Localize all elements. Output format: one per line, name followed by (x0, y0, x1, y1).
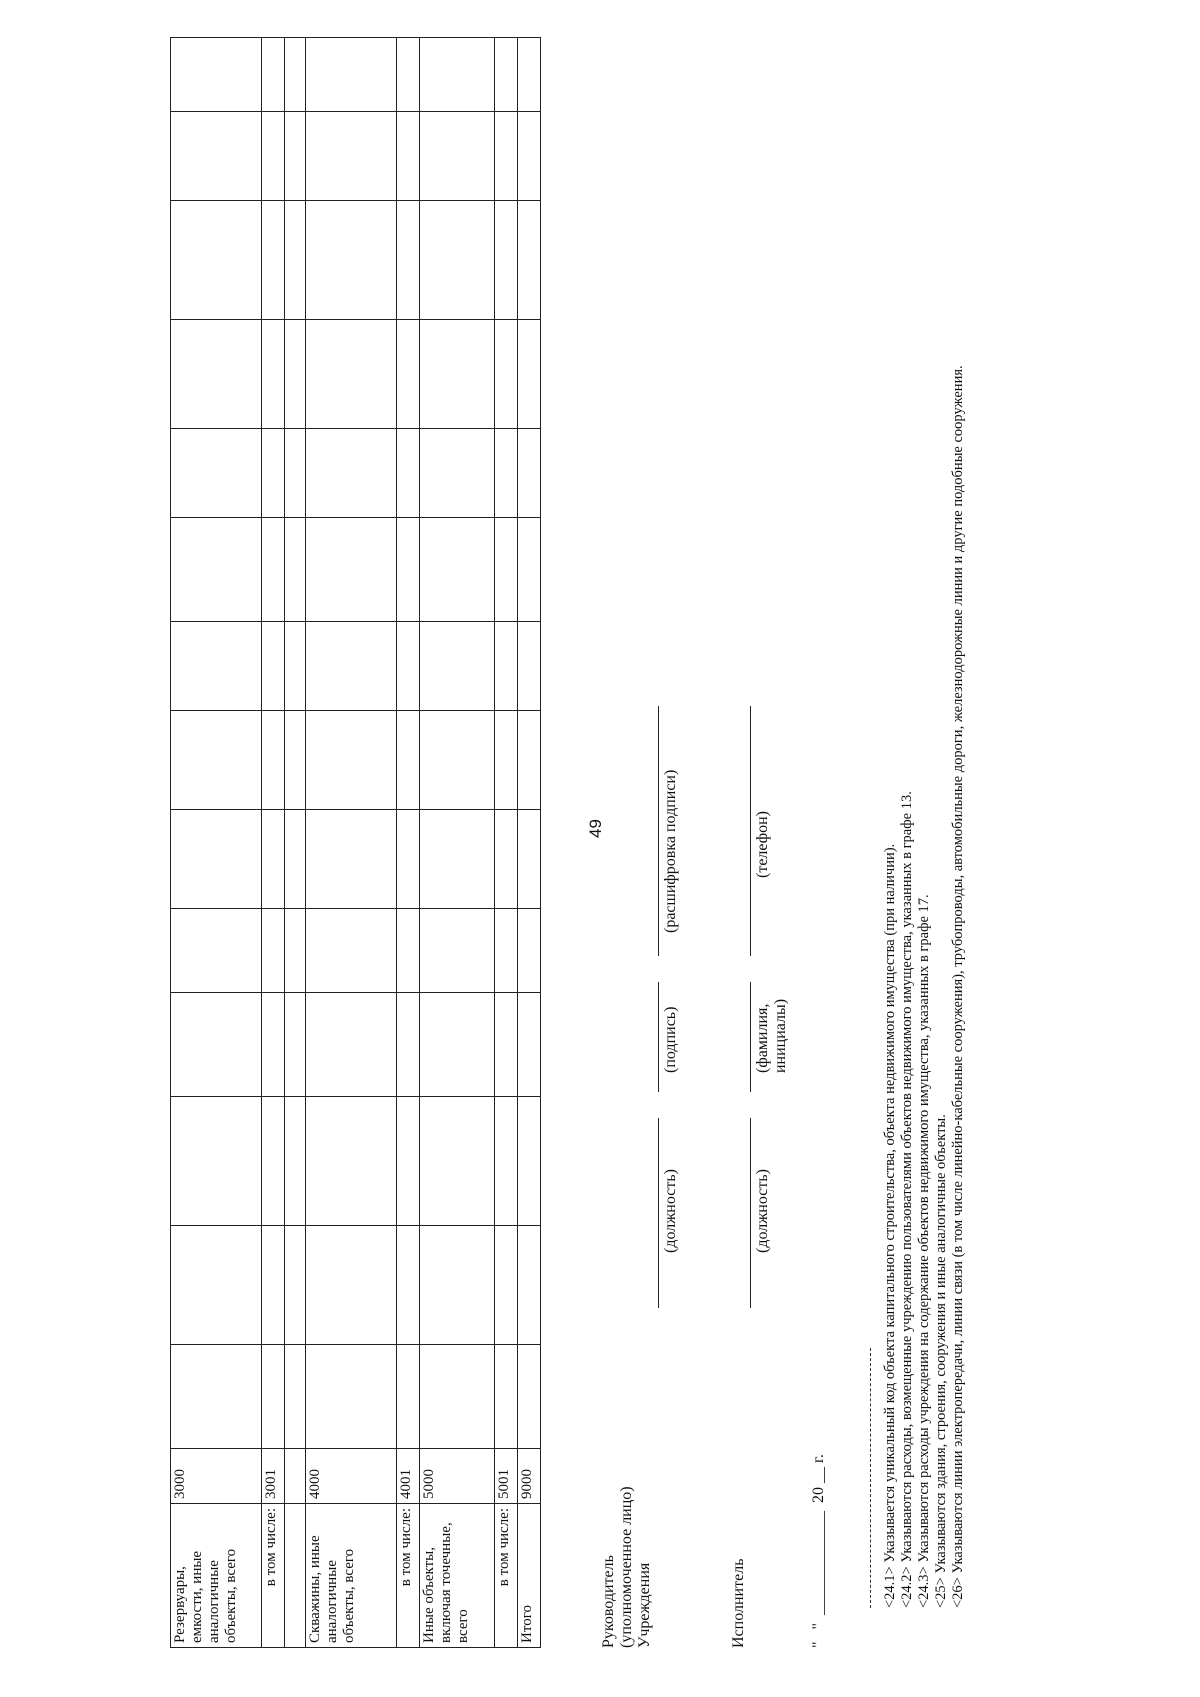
table-cell (518, 909, 541, 993)
table-cell (495, 622, 518, 711)
row-label: Итого (518, 1504, 541, 1648)
table-cell (397, 622, 420, 711)
head-decoding-line (658, 706, 659, 956)
table-row (171, 38, 262, 1648)
table-cell (262, 810, 285, 909)
table-cell (495, 993, 518, 1097)
row-label (285, 1504, 306, 1648)
table-cell (262, 909, 285, 993)
executor-name-line (750, 982, 751, 1092)
table-cell (306, 622, 397, 711)
table-cell (262, 711, 285, 810)
table-cell (285, 112, 306, 201)
table-cell (306, 1226, 397, 1345)
table-cell (285, 320, 306, 429)
table-cell (518, 993, 541, 1097)
table-row (420, 38, 495, 1648)
row-label: Резервуары, емкости, иные аналогичные объекты, всего (171, 1504, 262, 1648)
row-code: 4001 (397, 1449, 420, 1504)
head-position-caption: (должность) (662, 1169, 679, 1253)
table-cell (397, 518, 420, 622)
table-cell (397, 1345, 420, 1449)
table-cell (171, 1345, 262, 1449)
table-cell (171, 1226, 262, 1345)
table-cell (420, 993, 495, 1097)
table-cell (518, 112, 541, 201)
table-cell (420, 429, 495, 518)
table-cell (518, 711, 541, 810)
row-code: 4000 (306, 1449, 397, 1504)
table-cell (495, 429, 518, 518)
table-cell (285, 909, 306, 993)
table-cell (171, 909, 262, 993)
table-cell (420, 622, 495, 711)
table-cell (518, 320, 541, 429)
table-cell (397, 1226, 420, 1345)
head-institution: Учреждения (636, 1562, 653, 1648)
table-cell (420, 201, 495, 320)
table-cell (285, 810, 306, 909)
table-cell (420, 1345, 495, 1449)
table-cell (420, 1097, 495, 1226)
table-cell (397, 909, 420, 993)
table-cell (518, 1226, 541, 1345)
table-cell (306, 201, 397, 320)
table-cell (171, 201, 262, 320)
table-cell (262, 1097, 285, 1226)
table-cell (306, 810, 397, 909)
table-cell (420, 112, 495, 201)
footnote-24-2: <24.2> Указываются расходы, возмещенные учреждению пользователями объектов недвижимого имущества, указанных в графе 13. (899, 791, 915, 1608)
row-code: 5000 (420, 1449, 495, 1504)
table-cell (285, 429, 306, 518)
head-decoding-caption: (расшифровка подписи) (662, 769, 679, 933)
table-body (171, 38, 541, 1648)
rotated-sheet (170, 78, 1100, 1648)
table-cell (420, 810, 495, 909)
table-cell (306, 909, 397, 993)
table-row (285, 38, 306, 1648)
table-cell (495, 320, 518, 429)
table-cell (397, 38, 420, 112)
table-cell (262, 38, 285, 112)
table-cell (171, 518, 262, 622)
table-cell (285, 38, 306, 112)
row-label: в том числе: (262, 1504, 285, 1648)
row-label: в том числе: (397, 1504, 420, 1648)
row-code: 9000 (518, 1449, 541, 1504)
table-cell (397, 112, 420, 201)
table-cell (397, 429, 420, 518)
table-cell (420, 320, 495, 429)
head-position-line (658, 1118, 659, 1308)
table-cell (397, 1097, 420, 1226)
property-table (170, 37, 541, 1648)
table-cell (495, 38, 518, 112)
table-cell (285, 993, 306, 1097)
table-cell (397, 810, 420, 909)
table-cell (171, 993, 262, 1097)
table-cell (262, 1345, 285, 1449)
footnote-25: <25> Указываются здания, строения, сооружения и иные аналогичные объекты. (933, 1114, 949, 1608)
table-cell (397, 711, 420, 810)
table-cell (306, 320, 397, 429)
table-row (262, 38, 285, 1648)
head-signature-line (658, 982, 659, 1092)
executor-name-caption: (фамилия, инициалы) (754, 998, 789, 1073)
table-cell (285, 1097, 306, 1226)
table-cell (285, 711, 306, 810)
table-cell (420, 38, 495, 112)
table-cell (518, 622, 541, 711)
footnote-26: <26> Указываются линии электропередачи, линии связи (в том числе линейно-кабельные сооружения), трубопроводы, автомобильные дороги, железнодорожные линии и другие подобные сооружения. (950, 365, 966, 1608)
table-cell (495, 909, 518, 993)
table-cell (306, 429, 397, 518)
table-cell (397, 993, 420, 1097)
footnotes (882, 88, 967, 1608)
table-cell (285, 1226, 306, 1345)
table-cell (171, 1097, 262, 1226)
table-cell (262, 1226, 285, 1345)
table-cell (397, 320, 420, 429)
table-cell (495, 1097, 518, 1226)
table-cell (171, 622, 262, 711)
executor-position-caption: (должность) (754, 1169, 771, 1253)
table-cell (420, 909, 495, 993)
row-code: 5001 (495, 1449, 518, 1504)
table-cell (420, 1226, 495, 1345)
table-cell (306, 112, 397, 201)
table-cell (518, 1345, 541, 1449)
date-line: " " _____________ 20 __ г. (810, 1454, 827, 1648)
table-cell (285, 201, 306, 320)
table-cell (495, 1345, 518, 1449)
table-cell (285, 518, 306, 622)
table-cell (262, 993, 285, 1097)
table-cell (285, 1345, 306, 1449)
table-cell (171, 112, 262, 201)
executor-label: Исполнитель (730, 1558, 747, 1648)
table-cell (495, 810, 518, 909)
footnote-24-3: <24.3> Указываются расходы учреждения на содержание объектов недвижимого имущества, указанных в графе 17. (916, 894, 932, 1608)
table-cell (285, 622, 306, 711)
executor-phone-caption: (телефон) (754, 811, 771, 878)
table-cell (306, 1097, 397, 1226)
table-cell (495, 112, 518, 201)
table-cell (306, 711, 397, 810)
head-sublabel: (уполномоченное лицо) (618, 1486, 635, 1648)
table-row (397, 38, 420, 1648)
table-cell (495, 518, 518, 622)
table-cell (306, 518, 397, 622)
table-cell (420, 711, 495, 810)
table-cell (262, 201, 285, 320)
table-row (518, 38, 541, 1648)
table-cell (262, 518, 285, 622)
table-cell (495, 201, 518, 320)
footnote-24-1: <24.1> Указывается уникальный код объекта капитального строительства, объекта недвижимого имущества (при наличии). (882, 843, 898, 1608)
table-cell (171, 320, 262, 429)
table-cell (262, 622, 285, 711)
row-label: в том числе: (495, 1504, 518, 1648)
table-cell (171, 429, 262, 518)
table-row (306, 38, 397, 1648)
row-code (285, 1449, 306, 1504)
table-cell (518, 1097, 541, 1226)
head-signature-caption: (подпись) (662, 1006, 679, 1073)
table-cell (518, 429, 541, 518)
table-cell (306, 1345, 397, 1449)
row-label: Иные объекты, включая точечные, всего (420, 1504, 495, 1648)
table-row (495, 38, 518, 1648)
table-cell (171, 810, 262, 909)
page-number: 49 (586, 819, 605, 838)
executor-position-line (750, 1118, 751, 1308)
head-label: Руководитель (600, 1555, 617, 1648)
table-cell (495, 1226, 518, 1345)
row-code: 3000 (171, 1449, 262, 1504)
table-cell (518, 810, 541, 909)
table-cell (262, 320, 285, 429)
table-cell (397, 201, 420, 320)
head-signature-title (600, 1486, 654, 1648)
table-cell (518, 518, 541, 622)
executor-phone-line (750, 706, 751, 956)
table-cell (518, 38, 541, 112)
table-cell (262, 112, 285, 201)
footnote-separator (870, 1348, 871, 1608)
table-cell (518, 201, 541, 320)
table-cell (171, 711, 262, 810)
table-cell (420, 518, 495, 622)
table-cell (262, 429, 285, 518)
table-cell (306, 993, 397, 1097)
row-label: Скважины, иные аналогичные объекты, всего (306, 1504, 397, 1648)
table-cell (171, 38, 262, 112)
table-cell (495, 711, 518, 810)
table-cell (306, 38, 397, 112)
row-code: 3001 (262, 1449, 285, 1504)
